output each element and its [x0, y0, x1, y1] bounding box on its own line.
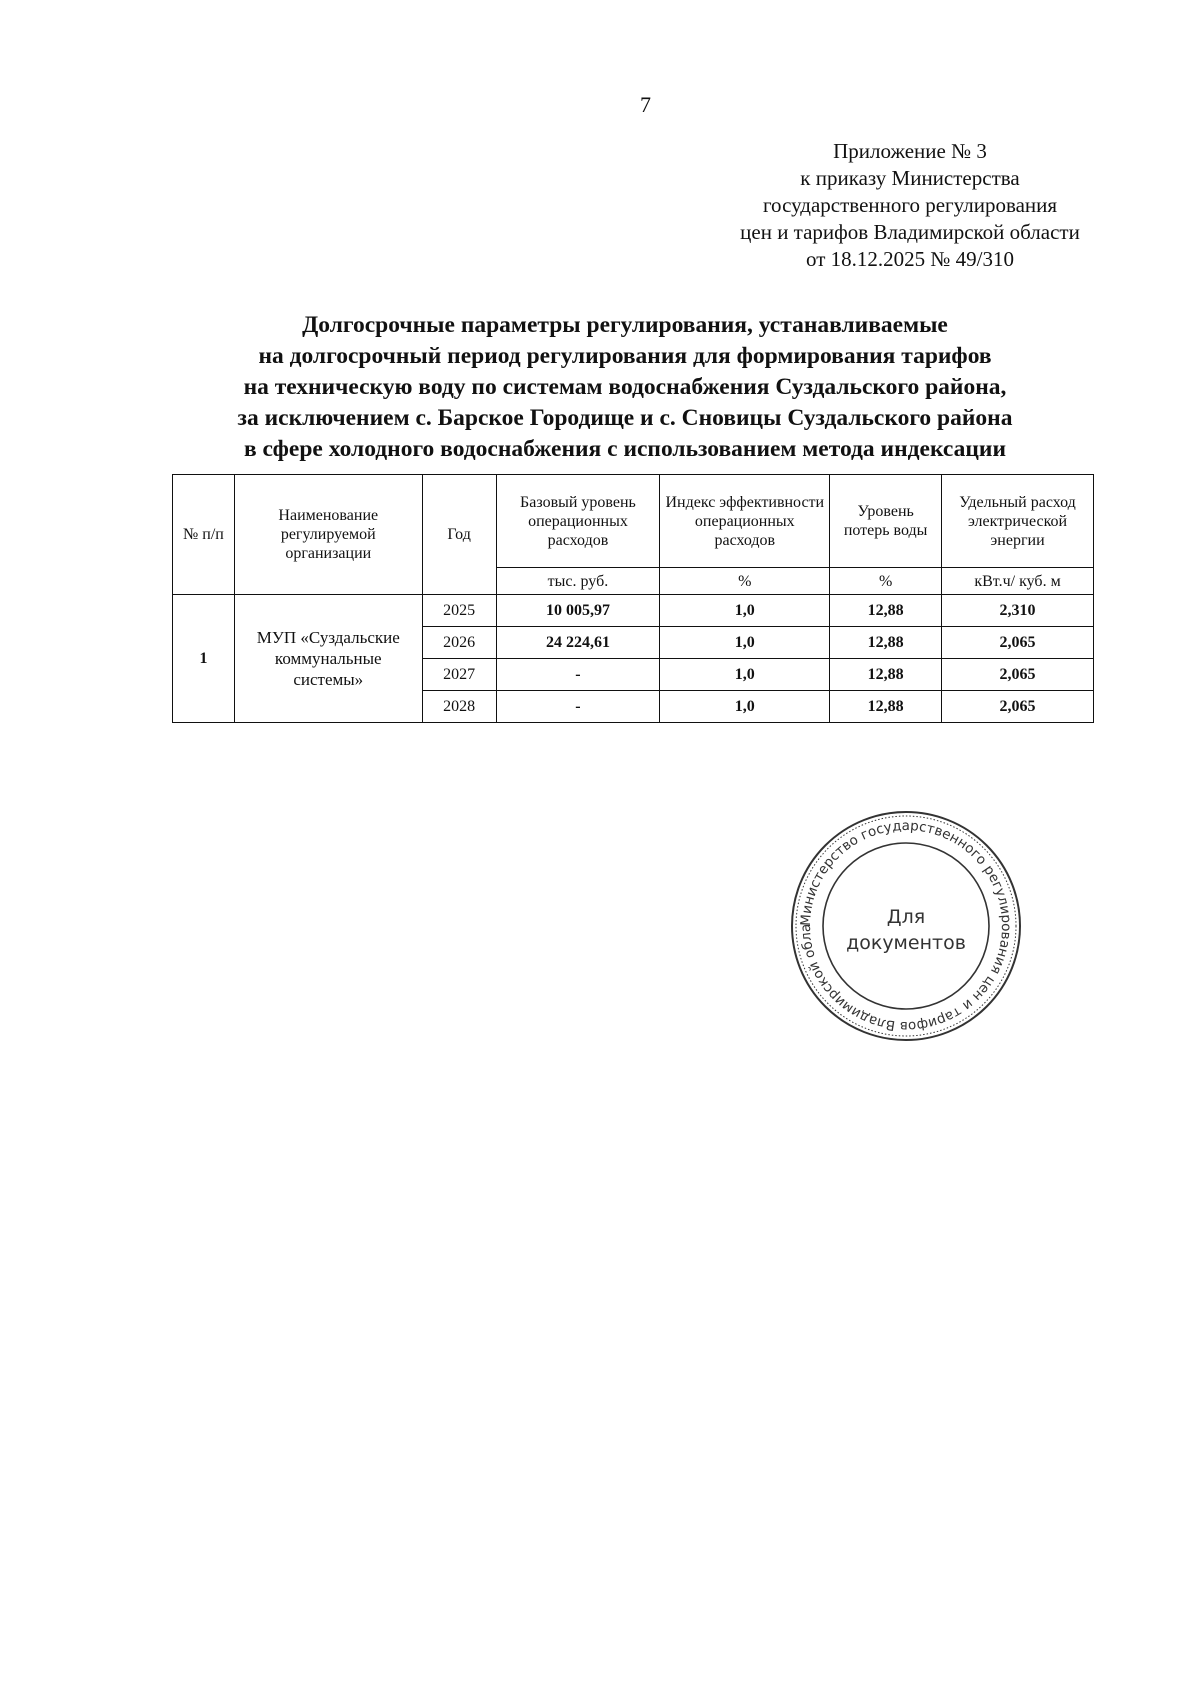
header-year: Год — [422, 475, 496, 595]
parameters-table — [172, 474, 1094, 723]
appendix-block — [690, 138, 1130, 273]
unit-water-loss: % — [830, 568, 942, 595]
title-line-4: за исключением с. Барское Городище и с. Сновицы Суздальского района — [237, 405, 1013, 431]
document-title — [160, 310, 1090, 465]
cell-row-number: 1 — [173, 595, 235, 723]
appendix-line-1: Приложение № 3 — [833, 139, 987, 163]
stamp-center-line-2: документов — [846, 932, 966, 954]
header-water-loss: Уровень потерь воды — [830, 475, 942, 568]
cell-base-costs: - — [496, 691, 660, 723]
cell-water-loss: 12,88 — [830, 627, 942, 659]
header-organization: Наименование регулируемой организации — [234, 475, 422, 595]
cell-efficiency-index: 1,0 — [660, 595, 830, 627]
cell-energy-consumption: 2,065 — [942, 627, 1094, 659]
cell-water-loss: 12,88 — [830, 595, 942, 627]
cell-organization: МУП «Суздальские коммунальные системы» — [234, 595, 422, 723]
page-number: 7 — [640, 92, 651, 117]
cell-water-loss: 12,88 — [830, 659, 942, 691]
header-num: № п/п — [173, 475, 235, 595]
header-energy-consumption: Удельный расход электрической энергии — [942, 475, 1094, 568]
appendix-line-2: к приказу Министерства — [800, 166, 1020, 190]
cell-year: 2025 — [422, 595, 496, 627]
stamp-ring-text: Министерство государственного регулирования цен и тарифов Владимирской обла — [797, 817, 1015, 1035]
cell-efficiency-index: 1,0 — [660, 691, 830, 723]
cell-efficiency-index: 1,0 — [660, 659, 830, 691]
cell-water-loss: 12,88 — [830, 691, 942, 723]
stamp-center-line-1: Для — [886, 906, 926, 928]
cell-base-costs: 24 224,61 — [496, 627, 660, 659]
unit-efficiency-index: % — [660, 568, 830, 595]
cell-year: 2028 — [422, 691, 496, 723]
cell-energy-consumption: 2,310 — [942, 595, 1094, 627]
cell-energy-consumption: 2,065 — [942, 691, 1094, 723]
appendix-line-5: от 18.12.2025 № 49/310 — [805, 247, 1015, 271]
cell-year: 2027 — [422, 659, 496, 691]
cell-base-costs: - — [496, 659, 660, 691]
cell-base-costs: 10 005,97 — [496, 595, 660, 627]
title-line-3: на техническую воду по системам водоснабжения Суздальского района, — [243, 374, 1007, 400]
title-line-1: Долгосрочные параметры регулирования, устанавливаемые — [302, 312, 948, 338]
table-row — [173, 595, 1094, 627]
cell-year: 2026 — [422, 627, 496, 659]
cell-energy-consumption: 2,065 — [942, 659, 1094, 691]
header-base-costs: Базовый уровень операционных расходов — [496, 475, 660, 568]
unit-energy-consumption: кВт.ч/ куб. м — [942, 568, 1094, 595]
official-stamp — [788, 808, 1024, 1044]
cell-efficiency-index: 1,0 — [660, 627, 830, 659]
unit-base-costs: тыс. руб. — [496, 568, 660, 595]
title-line-2: на долгосрочный период регулирования для формирования тарифов — [258, 343, 992, 369]
appendix-line-3: государственного регулирования — [762, 193, 1058, 217]
header-efficiency-index: Индекс эффективности операционных расходов — [660, 475, 830, 568]
title-line-5: в сфере холодного водоснабжения с использованием метода индексации — [243, 436, 1007, 462]
stamp-seal-icon — [788, 808, 1024, 1044]
appendix-line-4: цен и тарифов Владимирской области — [740, 220, 1080, 244]
